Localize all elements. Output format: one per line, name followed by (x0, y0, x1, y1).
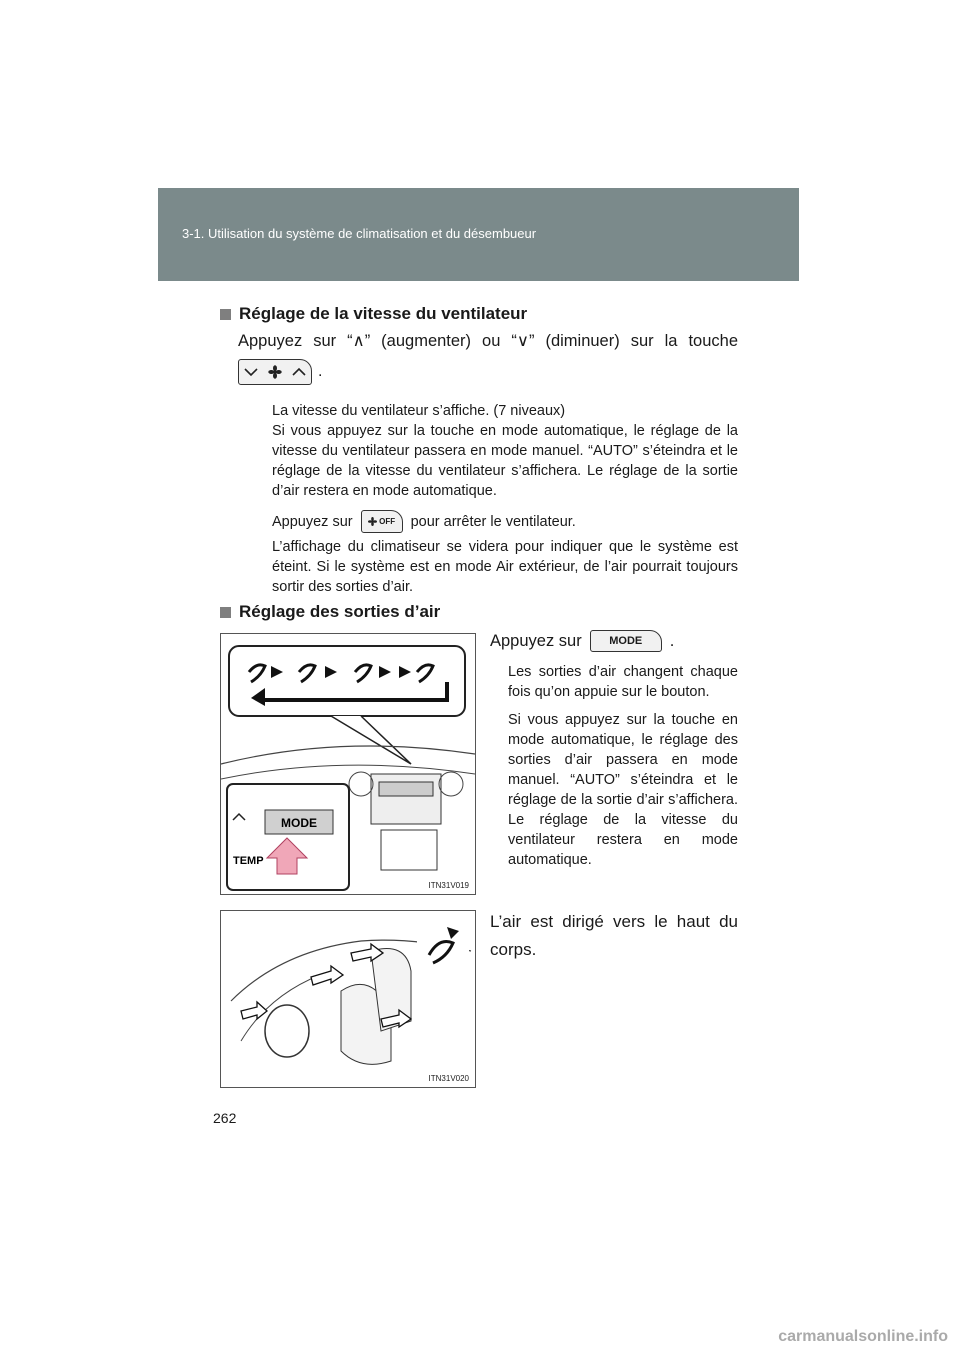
outlet-auto-paragraph: Si vous appuyez sur la touche en mode automatique, le réglage des sorties d’air passera en mode manuel. “AUTO” s’éteindra et le réglage de la sortie d’air s’affichera. Le réglage de la vitesse du ventilateur restera en mode automatique. (508, 712, 738, 868)
figure-dashboard-mode (220, 633, 476, 895)
watermark: carmanualsonline.info (778, 1328, 948, 1345)
fan-off-key (361, 510, 403, 533)
fan-icon (368, 517, 377, 526)
fan-instruction: Appuyez sur “∧” (augmenter) ou “∨” (diminuer) sur la touche (238, 332, 738, 350)
chevron-down-icon (244, 367, 258, 377)
intro-end: . (318, 363, 323, 380)
page-number: 262 (213, 1110, 237, 1126)
chapter-title: 3-1. Utilisation du système de climatisation et du désembueur (182, 226, 537, 241)
mode-instruction (490, 630, 674, 652)
off-before-text: Appuyez sur (272, 513, 353, 530)
section-heading-fan-speed (220, 304, 527, 324)
bullet-square-icon (220, 309, 231, 320)
off-instruction (272, 510, 576, 533)
fan-speed-key (238, 359, 312, 385)
fan-key-line (238, 359, 322, 385)
fan-speed-paragraph: La vitesse du ventilateur s’affiche. (7 niveaux) Si vous appuyez sur la touche en mode automatique, le réglage de la vitesse du ventilateur passera en mode manuel. “AUTO” s’éteindra et le réglage de la vitesse du ventilateur s’affichera. Le réglage de la sortie d’air restera en mode automatique. (272, 403, 738, 499)
mode-key (590, 630, 662, 652)
section-heading-text: Réglage des sorties d’air (239, 602, 441, 621)
cabin-illustration (221, 911, 475, 1087)
off-key-label: OFF (379, 517, 396, 526)
fig-temp-label: TEMP (233, 855, 264, 867)
outlet-change-paragraph: Les sorties d’air changent chaque fois qu’on appuie sur le bouton. (508, 664, 738, 700)
mode-after-text: . (669, 631, 675, 650)
off-after-text: pour arrêter le ventilateur. (410, 513, 576, 530)
fan-icon (268, 365, 282, 379)
section-heading-text: Réglage de la vitesse du ventilateur (239, 304, 528, 323)
mode-before-text: Appuyez sur (490, 631, 582, 650)
chevron-up-icon (292, 367, 306, 377)
bullet-square-icon (220, 607, 231, 618)
figure-cabin-airflow (220, 910, 476, 1088)
upper-body-paragraph: L’air est dirigé vers le haut du corps. (490, 912, 738, 959)
mode-key-label: MODE (609, 635, 643, 647)
figure-code: ITN31V020 (428, 1074, 469, 1083)
ac-off-paragraph: L’affichage du climatiseur se videra pour indiquer que le système est éteint. Si le système est en mode Air extérieur, de l’air pourrait toujours sortir des sorties d’air. (272, 539, 738, 595)
figure-code: ITN31V019 (428, 881, 469, 890)
fig-mode-label: MODE (281, 816, 317, 830)
section-heading-air-outlets (220, 602, 440, 622)
dashboard-illustration (221, 634, 475, 894)
